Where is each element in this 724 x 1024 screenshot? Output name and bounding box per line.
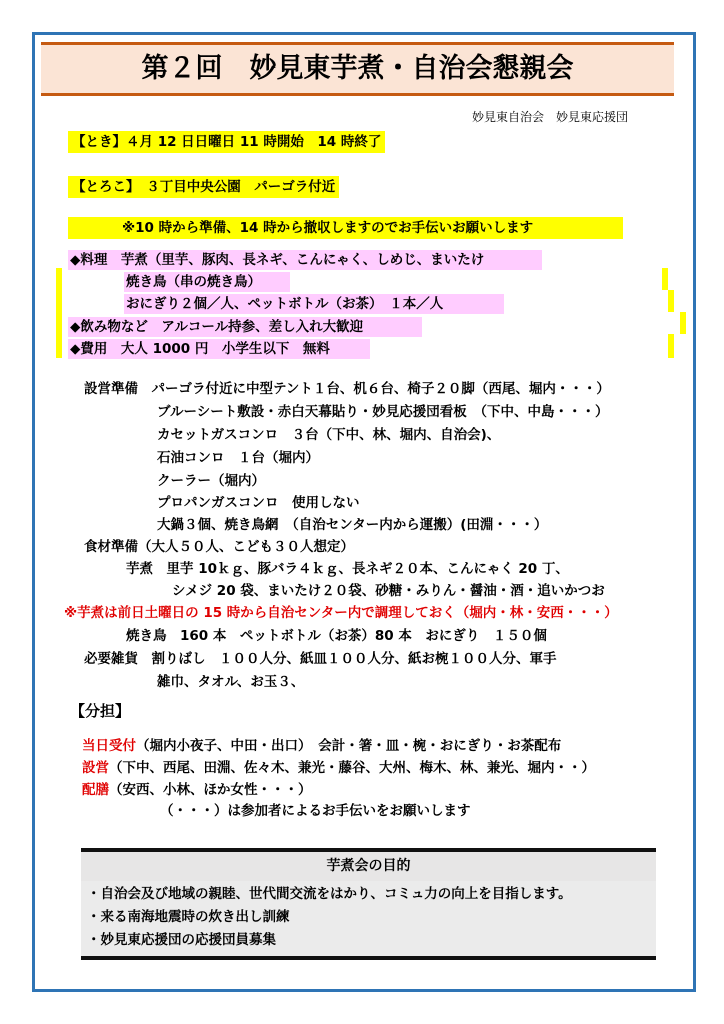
menu-onigiri: おにぎり２個／人、ペットボトル（お茶） １本／人 <box>124 294 504 314</box>
purpose-box <box>81 848 656 960</box>
purpose-list <box>81 881 656 956</box>
duties-note: （・・・）は参加者によるお手伝いをお願いします <box>160 803 471 819</box>
food-line: 雑巾、タオル、お玉３、 <box>157 674 305 690</box>
duty-text: （下中、西尾、田淵、佐々木、兼光・藤谷、大州、梅木、林、兼光、堀内・・） <box>109 760 595 776</box>
setup-line: プロパンガスコンロ 使用しない <box>157 495 360 511</box>
duty-label: 当日受付 <box>82 738 136 754</box>
setup-line: 大鍋３個、焼き鳥網 （自治センター内から運搬）(田淵・・・） <box>157 517 548 533</box>
food-line: シメジ 20 袋、まいたけ２０袋、砂糖・みりん・醤油・酒・追いかつお <box>172 583 605 599</box>
event-location: 【とろこ】 ３丁目中央公園 パーゴラ付近 <box>68 176 339 198</box>
duty-label: 設営 <box>82 760 109 776</box>
food-line: 芋煮 里芋 10ｋｇ、豚バラ４ｋｇ、長ネギ２０本、こんにゃく 20 丁、 <box>126 561 569 577</box>
margin-mark-right <box>680 312 686 334</box>
purpose-item: ・自治会及び地域の親睦、世代間交流をはかり、コミュ力の向上を目指します。 <box>87 886 572 902</box>
margin-mark-left <box>56 268 62 358</box>
food-line: 焼き鳥 160 本 ペットボトル（お茶）80 本 おにぎり １５０個 <box>126 628 547 644</box>
purpose-item: ・来る南海地震時の炊き出し訓練 <box>87 909 290 925</box>
purpose-heading: 芋煮会の目的 <box>81 852 656 881</box>
setup-line: 石油コンロ １台（堀内） <box>157 450 319 466</box>
event-date: 【とき】４月 12 日日曜日 11 時開始 14 時終了 <box>68 131 385 153</box>
duty-reception <box>82 737 561 755</box>
food-line: 必要雑貨 割りばし １００人分、紙皿１００人分、紙お椀１００人分、軍手 <box>84 651 557 667</box>
menu-yakitori: 焼き鳥（串の焼き鳥） <box>124 272 290 292</box>
setup-line: カセットガスコンロ ３台（下中、林、堀内、自治会)、 <box>157 427 501 443</box>
margin-mark-right <box>662 268 668 290</box>
setup-line: 設営準備 パーゴラ付近に中型テント１台、机６台、椅子２０脚（西尾、堀内・・・） <box>84 381 610 397</box>
duty-text: （安西、小林、ほか女性・・・） <box>109 782 312 798</box>
duty-setup <box>82 759 595 777</box>
purpose-item: ・妙見東応援団の応援団員募集 <box>87 932 276 948</box>
menu-drinks: ◆飲み物など アルコール持参、差し入れ大歓迎 <box>68 317 422 337</box>
duty-serving <box>82 781 312 799</box>
setup-line: クーラー（堀内） <box>157 473 265 489</box>
duties-heading: 【分担】 <box>70 702 131 720</box>
organizers: 妙見東自治会 妙見東応援団 <box>472 110 629 124</box>
duty-text: （堀内小夜子、中田・出口） 会計・箸・皿・椀・おにぎり・お茶配布 <box>136 738 562 754</box>
menu-cost: ◆費用 大人 1000 円 小学生以下 無料 <box>68 339 370 359</box>
duty-label: 配膳 <box>82 782 109 798</box>
food-note-red: ※芋煮は前日土曜日の 15 時から自治センター内で調理しておく（堀内・林・安西・・・） <box>64 605 618 621</box>
page-title: 第２回 妙見東芋煮・自治会懇親会 <box>41 42 674 96</box>
notice: ※10 時から準備、14 時から撤収しますのでお手伝いお願いします <box>68 217 623 239</box>
setup-line: ブルーシート敷設・赤白天幕貼り・妙見応援団看板 （下中、中島・・・） <box>157 404 609 420</box>
food-line: 食材準備（大人５０人、こども３０人想定） <box>84 539 354 555</box>
margin-mark-right <box>668 290 674 312</box>
margin-mark-right <box>668 334 674 358</box>
menu-food: ◆料理 芋煮（里芋、豚肉、長ネギ、こんにゃく、しめじ、まいたけ <box>68 250 542 270</box>
